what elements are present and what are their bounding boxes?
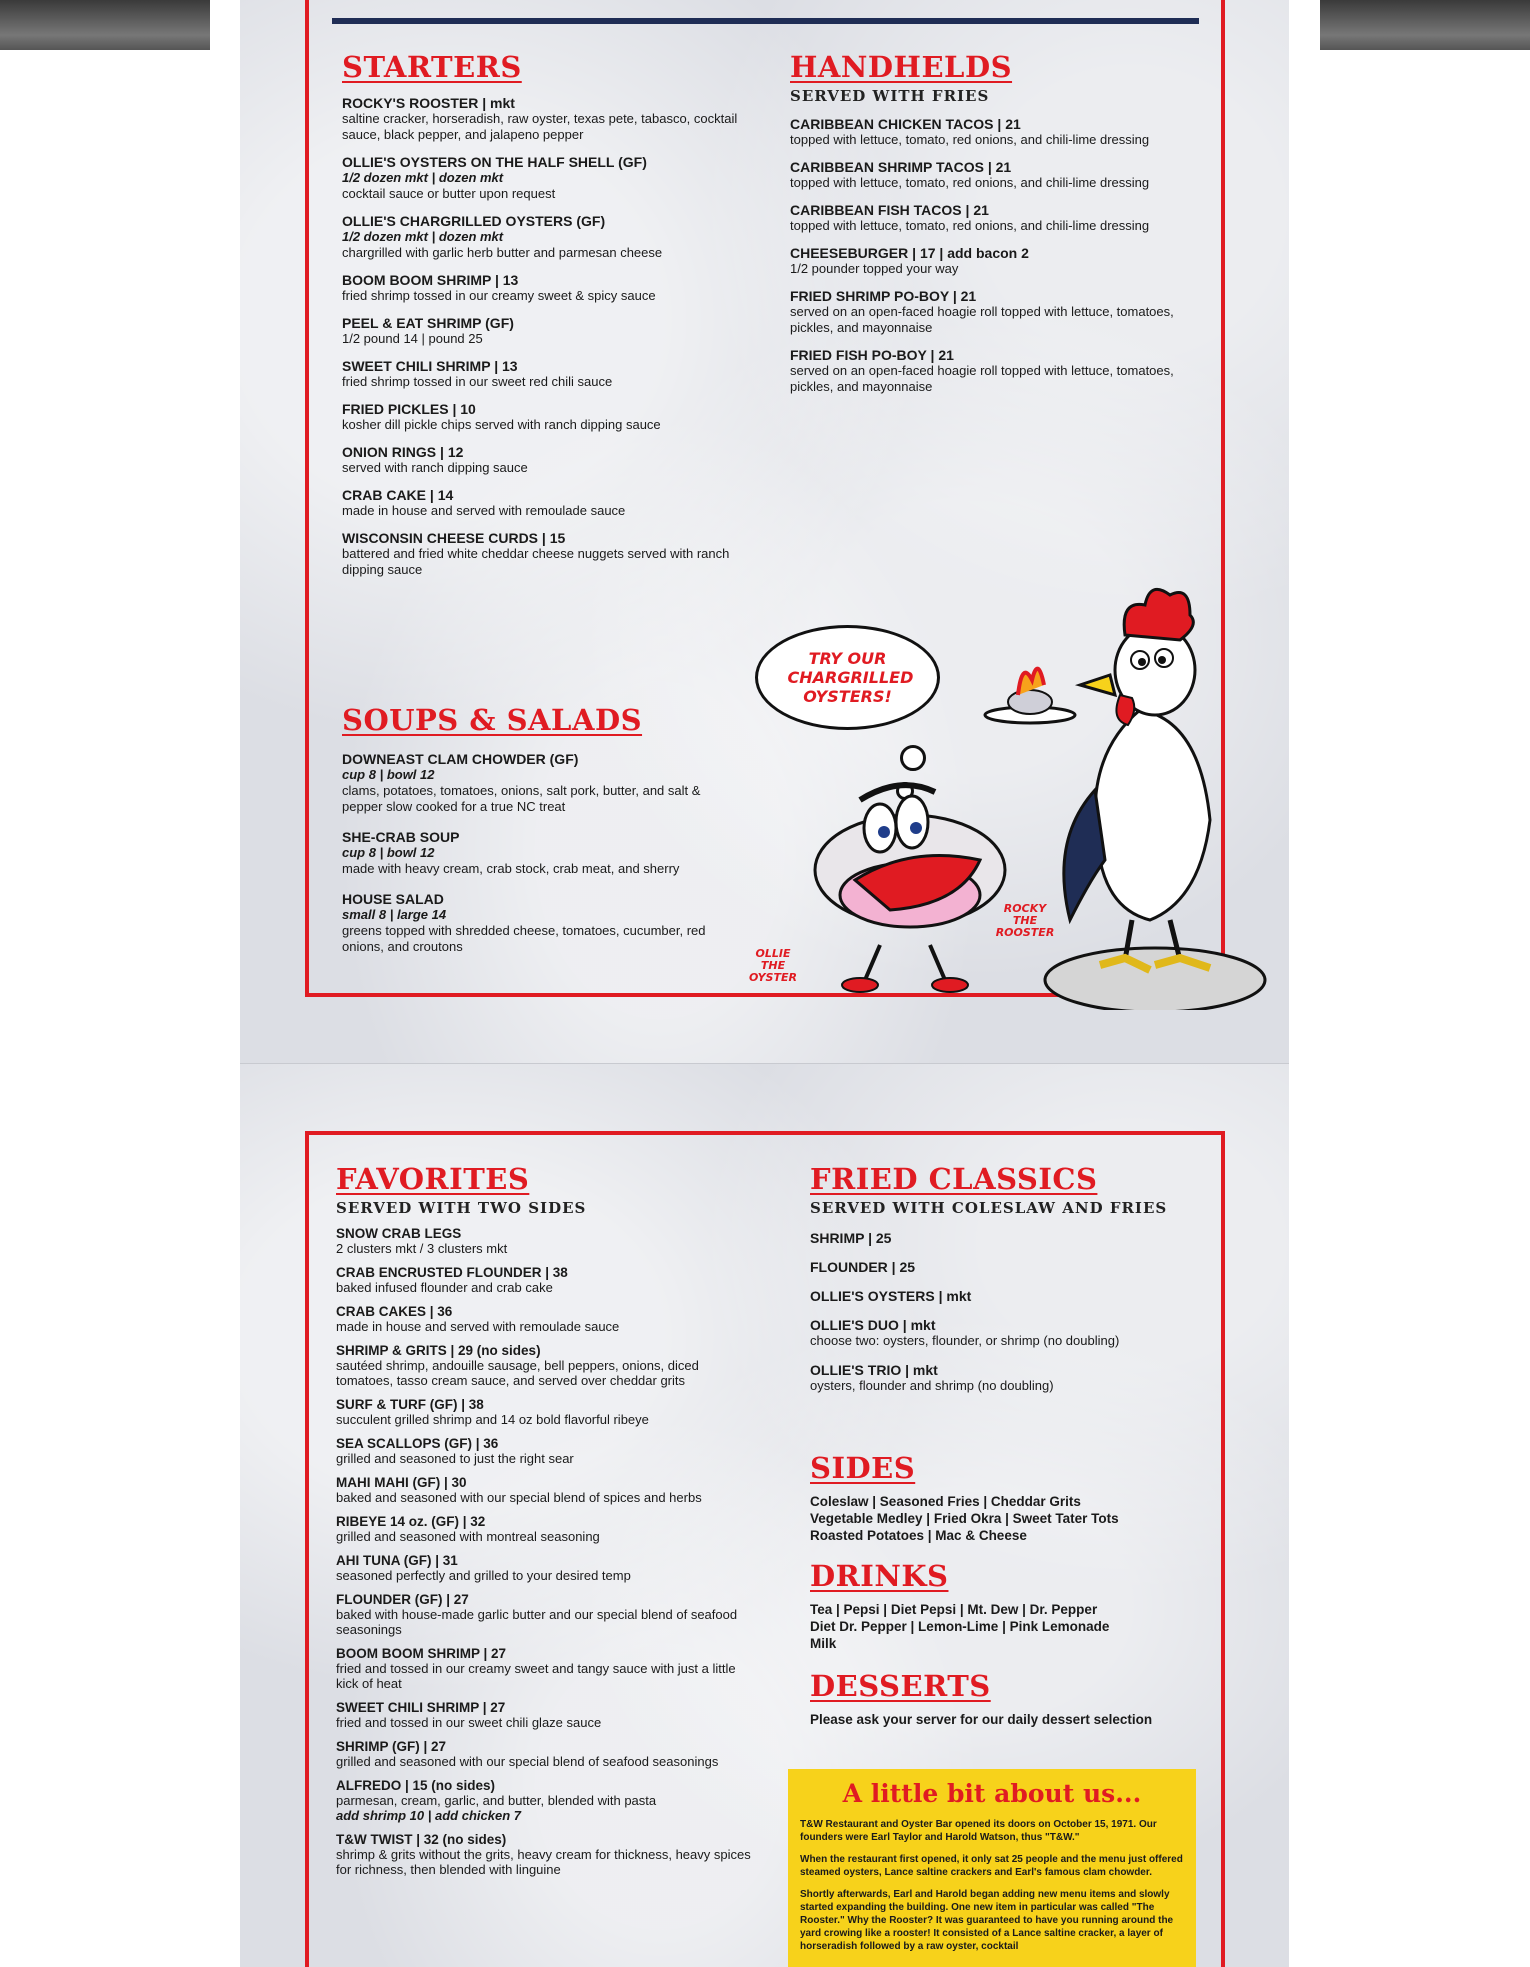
item-description: fried shrimp tossed in our sweet red chili sauce [342,374,613,389]
menu-item [790,245,1210,277]
item-description: made with heavy cream, crab stock, crab meat, and sherry [342,861,680,876]
item-description: baked infused flounder and crab cake [336,1280,553,1295]
item-description: 1/2 pounder topped your way [790,261,959,276]
sides-section [810,1451,1210,1544]
item-description: sautéed shrimp, andouille sausage, bell peppers, onions, diced tomatoes, tasso cream sauce, and served over cheddar grits [336,1358,699,1388]
item-name: ROCKY'S ROOSTER | mkt [342,95,515,111]
item-name: SEA SCALLOPS (GF) | 36 [336,1436,499,1451]
sides-line: Roasted Potatoes | Mac & Cheese [810,1528,1027,1543]
item-name: SURF & TURF (GF) | 38 [336,1397,484,1412]
menu-item [336,1700,756,1730]
favorites-section [336,1162,756,1877]
about-title: A little bit about us... [842,1779,1142,1808]
item-description: fried shrimp tossed in our creamy sweet & spicy sauce [342,288,656,303]
fried-classics-list [810,1230,1210,1394]
item-name: OLLIE'S TRIO | mkt [810,1362,938,1378]
menu-page-1 [240,0,1289,1063]
menu-item [790,159,1210,191]
item-name: FLOUNDER | 25 [810,1259,916,1275]
menu-item [336,1475,756,1505]
item-name: MAHI MAHI (GF) | 30 [336,1475,467,1490]
item-description: topped with lettuce, tomato, red onions, and chili-lime dressing [790,132,1150,147]
menu-item [342,751,742,815]
item-description: seasoned perfectly and grilled to your desired temp [336,1568,631,1583]
sides-line: Coleslaw | Seasoned Fries | Cheddar Grits [810,1494,1081,1509]
item-name: AHI TUNA (GF) | 31 [336,1553,458,1568]
item-name: SWEET CHILI SHRIMP | 27 [336,1700,506,1715]
mascot-illustration [760,560,1289,1010]
item-description: grilled and seasoned with montreal seasoning [336,1529,600,1544]
item-name: CRAB CAKES | 36 [336,1304,453,1319]
menu-item [342,444,742,476]
item-name: SWEET CHILI SHRIMP | 13 [342,358,518,374]
rooster-label: ROCKY THE ROOSTER [995,902,1055,939]
item-description: cocktail sauce or butter upon request [342,186,556,201]
menu-item [342,829,742,877]
item-description: grilled and seasoned with our special blend of seafood seasonings [336,1754,719,1769]
item-description: parmesan, cream, garlic, and butter, blended with pasta [336,1793,657,1808]
item-name: OLLIE'S OYSTERS ON THE HALF SHELL (GF) [342,154,647,170]
item-description: baked with house-made garlic butter and our special blend of seafood seasonings [336,1607,738,1637]
menu-item [342,401,742,433]
background-photo-left [0,0,210,50]
item-description: served on an open-faced hoagie roll topped with lettuce, tomatoes, pickles, and mayonnaise [790,304,1174,335]
menu-item [336,1343,756,1388]
menu-item [342,891,742,955]
background-photo-right [1320,0,1530,50]
section-title: DRINKS [810,1559,949,1593]
item-name: SHE-CRAB SOUP [342,829,460,845]
item-description: topped with lettuce, tomato, red onions, and chili-lime dressing [790,218,1150,233]
soups-list [342,751,742,955]
item-description: battered and fried white cheddar cheese nuggets served with ranch dipping sauce [342,546,730,577]
item-description: topped with lettuce, tomato, red onions, and chili-lime dressing [790,175,1150,190]
menu-item [810,1362,1210,1394]
item-sizes: 1/2 dozen mkt | dozen mkt [342,229,504,244]
item-name: RIBEYE 14 oz. (GF) | 32 [336,1514,486,1529]
section-title: FRIED CLASSICS [810,1162,1098,1196]
item-name: OLLIE'S OYSTERS | mkt [810,1288,972,1304]
item-name: SHRIMP | 25 [810,1230,892,1246]
item-description: choose two: oysters, flounder, or shrimp (no doubling) [810,1333,1120,1348]
rooster-mascot [985,589,1265,1010]
desserts-text: Please ask your server for our daily dessert selection [810,1712,1153,1727]
item-name: BOOM BOOM SHRIMP | 13 [342,272,519,288]
menu-item [342,358,742,390]
menu-item [810,1230,1210,1246]
menu-item [336,1832,756,1877]
handhelds-section [790,50,1210,395]
fried-classics-section [810,1162,1210,1394]
item-name: FRIED SHRIMP PO-BOY | 21 [790,288,977,304]
item-sizes: small 8 | large 14 [342,907,447,922]
menu-item [790,288,1210,336]
item-name: ALFREDO | 15 (no sides) [336,1778,496,1793]
item-name: DOWNEAST CLAM CHOWDER (GF) [342,751,579,767]
menu-item [336,1226,756,1256]
item-extra: add shrimp 10 | add chicken 7 [336,1808,521,1823]
about-paragraph: T&W Restaurant and Oyster Bar opened its doors on October 15, 1971. Our founders were Earl Taylor and Harold Watson, thus "T&W." [800,1819,1157,1843]
item-description: clams, potatoes, tomatoes, onions, salt pork, butter, and salt & pepper slow cooked for a true NC treat [342,783,701,814]
menu-item [790,347,1210,395]
item-name: T&W TWIST | 32 (no sides) [336,1832,507,1847]
item-description: fried and tossed in our creamy sweet and tangy sauce with just a little kick of heat [336,1661,736,1691]
drinks-line: Tea | Pepsi | Diet Pepsi | Mt. Dew | Dr. Pepper [810,1602,1098,1617]
item-name: CRAB ENCRUSTED FLOUNDER | 38 [336,1265,568,1280]
item-description: succulent grilled shrimp and 14 oz bold flavorful ribeye [336,1412,649,1427]
about-text [800,1818,1184,1953]
item-description: 2 clusters mkt / 3 clusters mkt [336,1241,508,1256]
drinks-section [810,1559,1210,1652]
item-sizes: 1/2 dozen mkt | dozen mkt [342,170,504,185]
item-name: CARIBBEAN SHRIMP TACOS | 21 [790,159,1012,175]
section-title: SOUPS & SALADS [342,703,643,737]
item-name: FLOUNDER (GF) | 27 [336,1592,469,1607]
item-name: CARIBBEAN CHICKEN TACOS | 21 [790,116,1021,132]
menu-item [810,1288,1210,1304]
menu-item [336,1304,756,1334]
menu-item [336,1397,756,1427]
item-name: OLLIE'S CHARGRILLED OYSTERS (GF) [342,213,606,229]
starters-section [342,50,742,578]
menu-item [336,1739,756,1769]
favorites-list [336,1226,756,1877]
item-description: served on an open-faced hoagie roll topped with lettuce, tomatoes, pickles, and mayonnaise [790,363,1174,394]
item-name: OLLIE'S DUO | mkt [810,1317,936,1333]
item-description: made in house and served with remoulade sauce [342,503,626,518]
item-description: baked and seasoned with our special blend of spices and herbs [336,1490,702,1505]
item-name: SNOW CRAB LEGS [336,1226,462,1241]
drinks-list [810,1601,1210,1652]
item-description: oysters, flounder and shrimp (no doubling) [810,1378,1054,1393]
menu-page-2 [240,1063,1289,1967]
section-title: FAVORITES [336,1162,530,1196]
menu-item [810,1259,1210,1275]
handhelds-list [790,116,1210,395]
about-paragraph: Shortly afterwards, Earl and Harold began adding new menu items and slowly started expanding the building. One new item in particular was called "The Rooster." Why the Rooster? It was guaranteed to have you running around the yard crowing like a rooster! It consisted of a Lance saltine cracker, a layer of horseradish followed by a raw oyster, cocktail [800,1889,1174,1952]
menu-item [342,154,742,202]
section-title: SIDES [810,1451,916,1485]
menu-item [342,530,742,578]
item-name: CRAB CAKE | 14 [342,487,454,503]
item-description: fried and tossed in our sweet chili glaze sauce [336,1715,602,1730]
section-subtitle: SERVED WITH TWO SIDES [336,1199,587,1217]
about-paragraph: When the restaurant first opened, it only sat 25 people and the menu just offered steamed oysters, Lance saltine crackers and Earl's famous clam chowder. [800,1854,1183,1878]
item-sizes: cup 8 | bowl 12 [342,845,435,860]
item-name: ONION RINGS | 12 [342,444,464,460]
navy-divider [332,18,1199,24]
menu-item [810,1317,1210,1349]
menu-item [336,1778,756,1823]
item-description: served with ranch dipping sauce [342,460,528,475]
item-description: kosher dill pickle chips served with ranch dipping sauce [342,417,661,432]
oyster-mascot [815,785,1005,992]
menu-item [342,315,742,347]
sides-line: Vegetable Medley | Fried Okra | Sweet Tater Tots [810,1511,1119,1526]
section-subtitle: SERVED WITH COLESLAW AND FRIES [810,1199,1168,1217]
item-description: 1/2 pound 14 | pound 25 [342,331,483,346]
drinks-line: Diet Dr. Pepper | Lemon-Lime | Pink Lemonade [810,1619,1110,1634]
item-description: grilled and seasoned to just the right sear [336,1451,574,1466]
item-description: shrimp & grits without the grits, heavy cream for thickness, heavy spices for richness, then blended with linguine [336,1847,751,1877]
item-name: CARIBBEAN FISH TACOS | 21 [790,202,989,218]
item-name: CHEESEBURGER | 17 | add bacon 2 [790,245,1029,261]
menu-item [336,1553,756,1583]
item-name: FRIED FISH PO-BOY | 21 [790,347,954,363]
section-subtitle: SERVED WITH FRIES [790,87,990,105]
item-description: saltine cracker, horseradish, raw oyster, texas pete, tabasco, cocktail sauce, black pepper, and jalapeno pepper [342,111,738,142]
item-name: FRIED PICKLES | 10 [342,401,476,417]
item-name: HOUSE SALAD [342,891,444,907]
about-us-box [788,1769,1196,1967]
section-title: STARTERS [342,50,522,84]
soups-section [342,703,742,955]
menu-item [342,95,742,143]
menu-item [336,1514,756,1544]
menu-item [336,1592,756,1637]
desserts-section [810,1669,1210,1728]
item-name: SHRIMP & GRITS | 29 (no sides) [336,1343,541,1358]
starters-list [342,95,742,578]
oyster-label: OLLIE THE OYSTER [749,947,797,984]
item-description: greens topped with shredded cheese, tomatoes, cucumber, red onions, and croutons [342,923,706,954]
drinks-line: Milk [810,1636,837,1651]
section-title: HANDHELDS [790,50,1013,84]
bubble-text: TRY OUR CHARGRILLED OYSTERS! [787,649,914,706]
sides-list [810,1493,1210,1544]
item-sizes: cup 8 | bowl 12 [342,767,435,782]
menu-item [790,202,1210,234]
menu-item [336,1646,756,1691]
item-description: made in house and served with remoulade sauce [336,1319,620,1334]
item-name: PEEL & EAT SHRIMP (GF) [342,315,514,331]
item-name: BOOM BOOM SHRIMP | 27 [336,1646,507,1661]
menu-item [336,1436,756,1466]
item-description: chargrilled with garlic herb butter and parmesan cheese [342,245,663,260]
menu-item [342,213,742,261]
menu-item [342,487,742,519]
menu-item [790,116,1210,148]
menu-item [336,1265,756,1295]
item-name: WISCONSIN CHEESE CURDS | 15 [342,530,566,546]
item-name: SHRIMP (GF) | 27 [336,1739,447,1754]
menu-item [342,272,742,304]
section-title: DESSERTS [810,1669,991,1703]
